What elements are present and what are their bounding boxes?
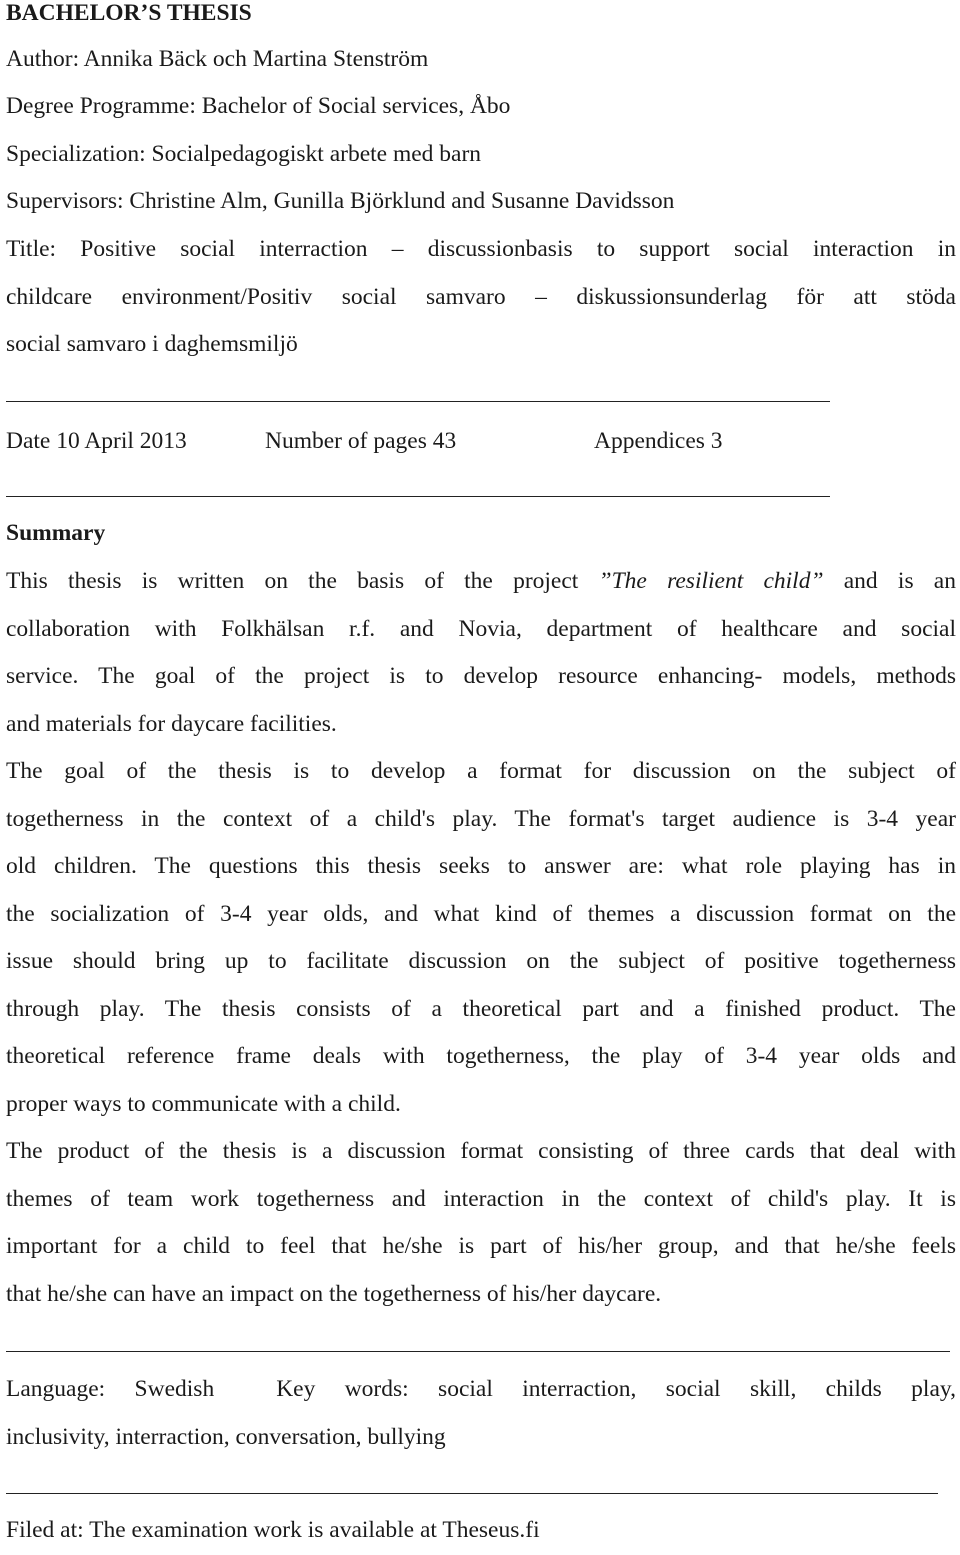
date-field: Date 10 April 2013 xyxy=(6,428,187,454)
summary-line: that he/she can have an impact on the togetherness of his/her daycare. xyxy=(6,1280,662,1307)
summary-line: old children. The questions this thesis seeks to answer are: what role playing has in xyxy=(6,853,956,879)
document-type-heading: BACHELOR’S THESIS xyxy=(6,0,252,26)
project-name: ”The resilient child” xyxy=(598,568,824,594)
summary-line xyxy=(6,558,956,606)
language-field: Language: Swedish xyxy=(6,1376,215,1402)
summary-line: themes of team work togetherness and interaction in the context of child's play. It is xyxy=(6,1185,956,1212)
keywords-field: Key words: social interraction, social skill, childs play, xyxy=(276,1376,956,1402)
title-line: childcare environment/Positiv social samvaro – diskussionsunderlag för att stöda xyxy=(6,283,956,310)
summary-heading: Summary xyxy=(6,520,106,546)
summary-paragraph-2 xyxy=(6,748,956,1128)
summary-line: through play. The thesis consists of a theoretical part and a finished product. The xyxy=(6,995,956,1022)
title-line: social samvaro i daghemsmiljö xyxy=(6,331,298,357)
summary-text: and is an xyxy=(823,568,956,594)
summary-line: service. The goal of the project is to develop resource enhancing- models, methods xyxy=(6,663,956,689)
title-line: Title: Positive social interraction – discussionbasis to support social interaction in xyxy=(6,236,956,262)
summary-line: The goal of the thesis is to develop a format for discussion on the subject of xyxy=(6,758,956,784)
summary-line: collaboration with Folkhälsan r.f. and Novia, department of healthcare and social xyxy=(6,615,956,642)
summary-paragraph-3 xyxy=(6,1128,956,1318)
summary-text: This thesis is written on the basis of the project xyxy=(6,568,599,594)
summary-line: and materials for daycare facilities. xyxy=(6,710,337,737)
summary-line: The product of the thesis is a discussion format consisting of three cards that deal with xyxy=(6,1138,956,1164)
title-block xyxy=(6,226,956,369)
language-keywords-line xyxy=(6,1366,956,1414)
supervisors-line: Supervisors: Christine Alm, Gunilla Björklund and Susanne Davidsson xyxy=(6,188,675,214)
keywords-block xyxy=(6,1366,956,1461)
degree-line: Degree Programme: Bachelor of Social services, Åbo xyxy=(6,93,511,119)
summary-line: the socialization of 3-4 year olds, and what kind of themes a discussion format on the xyxy=(6,900,956,927)
specialization-line: Specialization: Socialpedagogiskt arbete med barn xyxy=(6,141,482,167)
divider-rule xyxy=(6,1351,950,1352)
divider-rule xyxy=(6,1493,938,1494)
summary-line: theoretical reference frame deals with togetherness, the play of 3-4 year olds and xyxy=(6,1043,956,1069)
divider-rule xyxy=(6,401,830,402)
summary-line: important for a child to feel that he/she is part of his/her group, and that he/she feels xyxy=(6,1233,956,1259)
divider-rule xyxy=(6,496,830,497)
summary-paragraph-1 xyxy=(6,558,956,748)
summary-line: issue should bring up to facilitate discussion on the subject of positive togetherness xyxy=(6,948,956,974)
page-count-field: Number of pages 43 xyxy=(265,428,457,454)
summary-line: togetherness in the context of a child's play. The format's target audience is 3-4 year xyxy=(6,805,956,832)
filed-at-line: Filed at: The examination work is available at Theseus.fi xyxy=(6,1517,540,1543)
summary-line: proper ways to communicate with a child. xyxy=(6,1090,401,1117)
appendices-field: Appendices 3 xyxy=(594,428,723,454)
author-line: Author: Annika Bäck och Martina Stenström xyxy=(6,46,429,72)
keywords-continuation: inclusivity, interraction, conversation, bullying xyxy=(6,1423,446,1450)
